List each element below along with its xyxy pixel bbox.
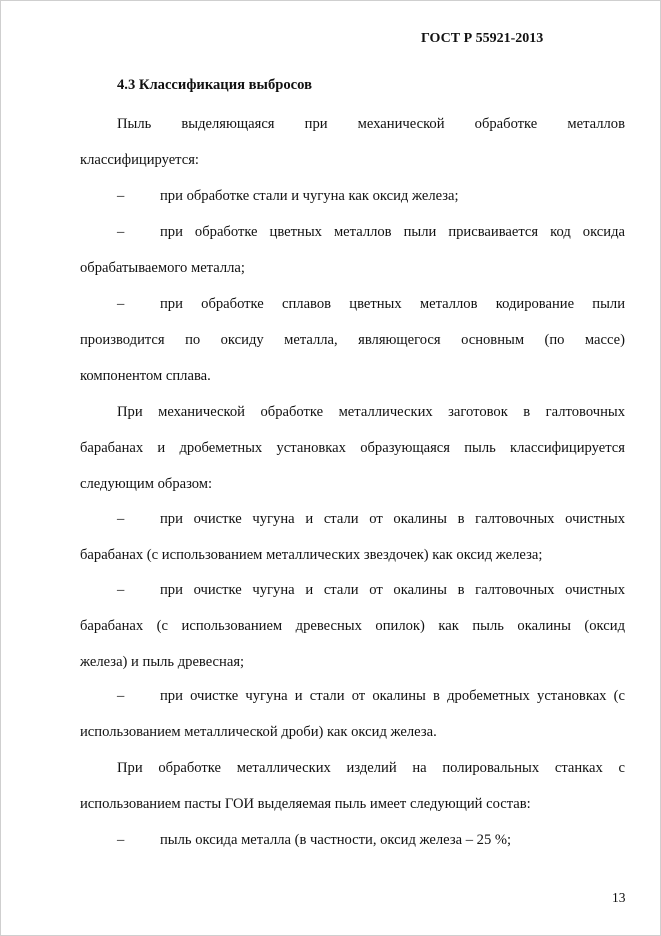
text-line: использованием металлической дроби) как оксид железа. xyxy=(80,724,437,740)
text-line: компонентом сплава. xyxy=(80,368,211,384)
text-line: классифицируется: xyxy=(80,152,199,168)
text-line: при очистке чугуна и стали от окалины в дробеметных установках (с xyxy=(160,688,625,704)
text-line: железа) и пыль древесная; xyxy=(80,654,245,670)
text-line: при очистке чугуна и стали от окалины в галтовочных очистных xyxy=(160,582,625,598)
list-item-shot-blasting xyxy=(80,686,625,758)
text-line: При обработке металлических изделий на полировальных станках с xyxy=(117,760,625,776)
dash-bullet: – xyxy=(117,688,125,704)
text-line: Пыль выделяющаяся при механической обработке металлов xyxy=(117,116,625,132)
section-title: 4.3 Классификация выбросов xyxy=(117,77,312,93)
text-line: При механической обработке металлических заготовок в галтовочных xyxy=(117,404,625,420)
dash-bullet: – xyxy=(117,582,125,598)
list-item-nonferrous xyxy=(80,222,625,294)
text-line: барабанах (с использованием древесных опилок) как пыль окалины (оксид xyxy=(80,618,625,634)
page-number: 13 xyxy=(612,890,626,905)
list-item-alloys xyxy=(80,294,625,402)
text-line: при обработке стали и чугуна как оксид железа; xyxy=(160,188,459,204)
paragraph-polishing-intro xyxy=(80,758,625,830)
dash-bullet: – xyxy=(117,832,125,848)
document-code-header: ГОСТ Р 55921-2013 xyxy=(421,31,544,46)
text-line: обрабатываемого металла; xyxy=(80,260,245,276)
text-line: использованием пасты ГОИ выделяемая пыль имеет следующий состав: xyxy=(80,796,531,812)
text-line: барабанах и дробеметных установках образующаяся пыль классифицируется xyxy=(80,440,625,456)
text-line: следующим образом: xyxy=(80,476,213,492)
dash-bullet: – xyxy=(117,296,125,312)
list-item-metal-stars xyxy=(80,509,625,581)
paragraph-classification-intro xyxy=(80,114,625,186)
text-line: при обработке сплавов цветных металлов кодирование пыли xyxy=(160,296,625,312)
text-line: производится по оксиду металла, являющегося основным (по массе) xyxy=(80,332,625,348)
text-line: барабанах (с использованием металлических звездочек) как оксид железа; xyxy=(80,547,543,563)
text-line: при очистке чугуна и стали от окалины в галтовочных очистных xyxy=(160,511,625,527)
list-item-sawdust xyxy=(80,580,625,688)
list-item-metal-oxide-dust xyxy=(80,830,625,866)
dash-bullet: – xyxy=(117,511,125,527)
list-item-steel-iron xyxy=(80,186,625,222)
text-line: при обработке цветных металлов пыли присваивается код оксида xyxy=(160,224,625,240)
dash-bullet: – xyxy=(117,188,125,204)
text-line: пыль оксида металла (в частности, оксид железа – 25 %; xyxy=(160,832,512,848)
dash-bullet: – xyxy=(117,224,125,240)
paragraph-tumbling-intro xyxy=(80,402,625,510)
